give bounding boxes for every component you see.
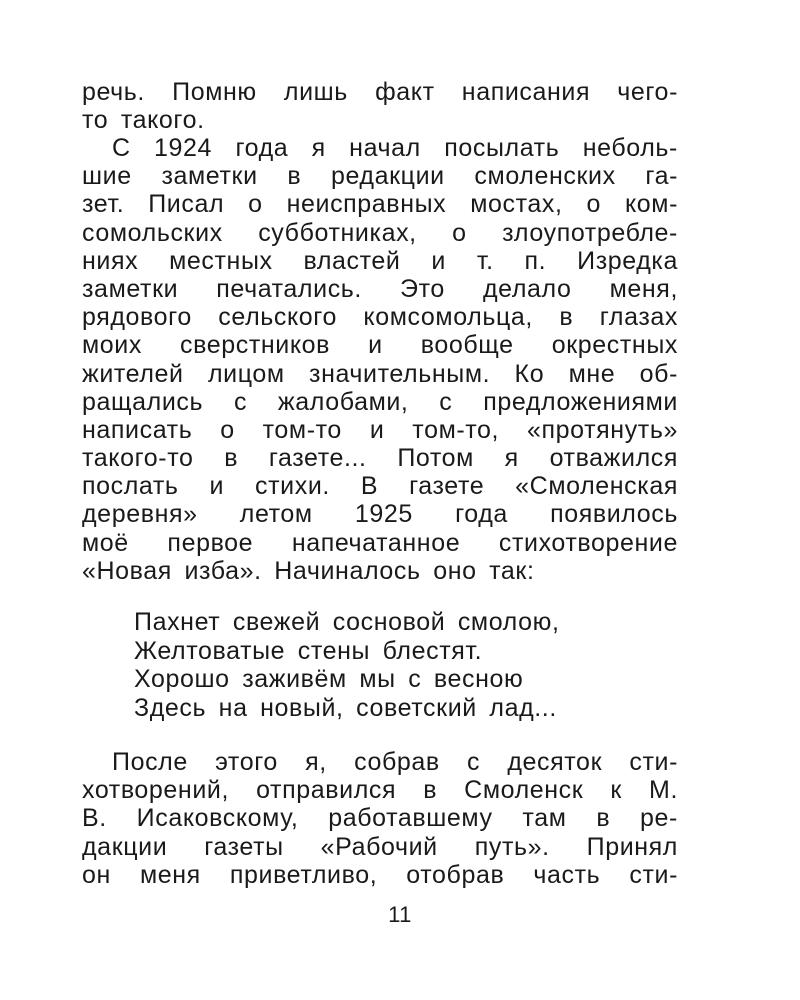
text-line: заметки печатались. Это делало меня, [82, 274, 678, 303]
text-line: После этого я, собрав с десяток сти- [112, 748, 678, 776]
poem-line: Пахнет свежей сосновой смолою, [134, 608, 560, 636]
text-line: хотворений, отправился в Смоленск к М. [82, 776, 678, 805]
poem-line: Желтоватые стены блестят. [134, 636, 483, 665]
text-line: зет. Писал о неисправных мостах, о ком- [82, 190, 678, 219]
text-line: шие заметки в редакции смоленских га- [82, 162, 678, 191]
text-line: дакции газеты «Рабочий путь». Принял [82, 832, 678, 861]
paragraph-1924 [82, 134, 678, 585]
text-line: речь. Помню лишь факт написания чего- [82, 78, 678, 106]
text-line: написать о том-то и том-то, «протянуть» [82, 415, 678, 444]
text-line: моих сверстников и вообще окрестных [82, 331, 678, 360]
text-line: ниях местных властей и т. п. Изредка [82, 246, 678, 275]
text-line: сомольских субботниках, о злоупотребле- [82, 218, 678, 247]
poem-line: Хорошо заживём мы с весною [134, 665, 524, 694]
text-line: С 1924 года я начал посылать неболь- [112, 134, 678, 162]
text-line: послать и стихи. В газете «Смоленская [82, 472, 678, 501]
poem-line: Здесь на новый, советский лад... [134, 693, 557, 722]
text-line: такого-то в газете... Потом я отважился [82, 444, 678, 473]
text-line: В. Исаковскому, работавшему там в ре- [82, 804, 678, 833]
text-line: деревня» летом 1925 года появилось [82, 500, 678, 529]
text-line: жителей лицом значительным. Ко мне об- [82, 359, 678, 388]
poem-stanza [134, 608, 560, 722]
text-line: ращались с жалобами, с предложениями [82, 387, 678, 416]
page-number: 11 [388, 902, 412, 927]
text-line: он меня приветливо, отобрав часть сти- [82, 860, 678, 889]
text-line: рядового сельского комсомольца, в глазах [82, 303, 678, 332]
text-line: моё первое напечатанное стихотворение [82, 528, 678, 557]
paragraph-after-poem [82, 748, 678, 889]
paragraph-top [82, 78, 678, 134]
text-line: то такого. [82, 106, 205, 135]
text-line: «Новая изба». Начиналось оно так: [82, 556, 535, 585]
